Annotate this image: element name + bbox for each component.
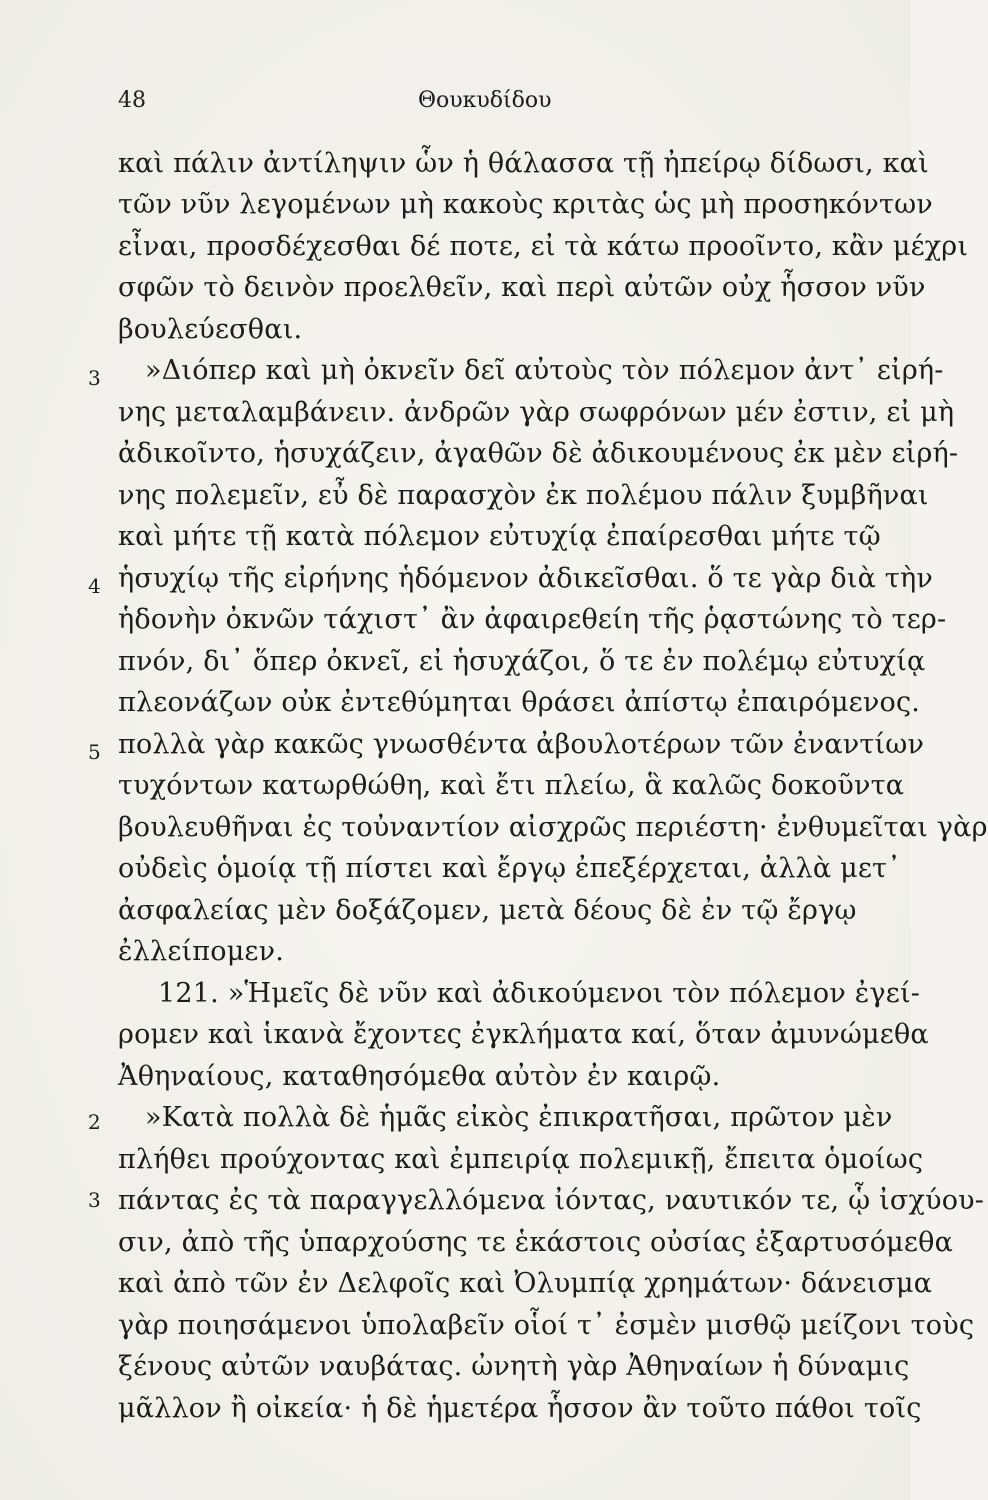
page-header: [118, 88, 871, 128]
text-line: βουλεύεσθαι.: [118, 314, 303, 345]
text-line: πνόν, δι᾽ ὅπερ ὀκνεῖ, εἰ ἡσυχάζοι, ὅ τε ἐν πολέμῳ εὐτυχίᾳ: [118, 646, 926, 677]
text-line: τῶν νῦν λεγομένων μὴ κακοὺς κριτὰς ὡς μὴ προσηκόντων: [118, 189, 933, 220]
text-line: μᾶλλον ἢ οἰκεία· ἡ δὲ ἡμετέρα ἧσσον ἂν τοῦτο πάθοι τοῖς: [118, 1393, 922, 1424]
section-number: 3: [88, 366, 101, 390]
text-line: σιν, ἀπὸ τῆς ὑπαρχούσης τε ἑκάστοις οὐσίας ἐξαρτυσόμεθα: [118, 1227, 954, 1258]
text-line: ἡδονὴν ὀκνῶν τάχιστ᾽ ἂν ἀφαιρεθείη τῆς ῥᾳστώνης τὸ τερ-: [118, 604, 947, 635]
text-line: ἐλλείπομεν.: [118, 936, 285, 967]
section-number: 4: [88, 574, 101, 598]
text-line: νης πολεμεῖν, εὖ δὲ παρασχὸν ἐκ πολέμου πάλιν ξυμβῆναι: [118, 480, 929, 511]
text-line: Ἀθηναίους, καταθησόμεθα αὐτὸν ἐν καιρῷ.: [118, 1061, 721, 1092]
text-line: τυχόντων κατωρθώθη, καὶ ἔτι πλείω, ἃ καλῶς δοκοῦντα: [118, 770, 905, 801]
section-number: 2: [88, 1110, 101, 1134]
text-line: ἡσυχίῳ τῆς εἰρήνης ἡδόμενον ἀδικεῖσθαι. ὅ τε γὰρ διὰ τὴν: [118, 563, 933, 594]
text-line: καὶ μήτε τῇ κατὰ πόλεμον εὐτυχίᾳ ἐπαίρεσθαι μήτε τῷ: [118, 521, 881, 552]
text-line: ἀσφαλείας μὲν δοξάζομεν, μετὰ δέους δὲ ἐν τῷ ἔργῳ: [118, 895, 857, 926]
page-number: 48: [118, 88, 146, 113]
text-line: οὐδεὶς ὁμοίᾳ τῇ πίστει καὶ ἔργῳ ἐπεξέρχεται, ἀλλὰ μετ᾽: [118, 853, 901, 884]
text-line: πολλὰ γὰρ κακῶς γνωσθέντα ἀβουλοτέρων τῶν ἐναντίων: [118, 729, 925, 760]
text-line: »Διόπερ καὶ μὴ ὀκνεῖν δεῖ αὐτοὺς τὸν πόλεμον ἀντ᾽ εἰρή-: [145, 355, 944, 386]
chapter-line: 121. »Ἡμεῖς δὲ νῦν καὶ ἀδικούμενοι τὸν πόλεμον ἐγεί-: [158, 978, 921, 1009]
text-line: βουλευθῆναι ἐς τοὐναντίον αἰσχρῶς περιέστη· ἐνθυμεῖται γὰρ: [118, 812, 988, 843]
text-line: πλεονάζων οὐκ ἐντεθύμηται θράσει ἀπίστῳ ἐπαιρόμενος.: [118, 687, 921, 718]
text-line: γὰρ ποιησάμενοι ὑπολαβεῖν οἷοί τ᾽ ἐσμὲν μισθῷ μείζονι τοὺς: [118, 1310, 975, 1341]
text-line: ἀδικοῖντο, ἡσυχάζειν, ἀγαθῶν δὲ ἀδικουμένους ἐκ μὲν εἰρή-: [118, 438, 959, 469]
text-line: σφῶν τὸ δεινὸν προελθεῖν, καὶ περὶ αὐτῶν οὐχ ἧσσον νῦν: [118, 272, 926, 303]
text-line: πάντας ἐς τὰ παραγγελλόμενα ἰόντας, ναυτικόν τε, ᾧ ἰσχύου-: [118, 1185, 985, 1216]
text-line: καὶ πάλιν ἀντίληψιν ὧν ἡ θάλασσα τῇ ἠπείρῳ δίδωσι, καὶ: [118, 148, 929, 179]
text-line: καὶ ἀπὸ τῶν ἐν Δελφοῖς καὶ Ὀλυμπίᾳ χρημάτων· δάνεισμα: [118, 1268, 933, 1299]
section-number: 5: [88, 740, 101, 764]
running-title: Θουκυδίδου: [418, 88, 552, 113]
text-line: εἶναι, προσδέχεσθαι δέ ποτε, εἰ τὰ κάτω προοῖντο, κἂν μέχρι: [118, 231, 969, 262]
text-line: νης μεταλαμβάνειν. ἀνδρῶν γὰρ σωφρόνων μέν ἐστιν, εἰ μὴ: [118, 397, 955, 428]
section-number: 3: [88, 1188, 101, 1212]
text-line: ρομεν καὶ ἱκανὰ ἔχοντες ἐγκλήματα καί, ὅταν ἀμυνώμεθα: [118, 1019, 929, 1050]
text-line: πλήθει προύχοντας καὶ ἐμπειρίᾳ πολεμικῇ, ἔπειτα ὁμοίως: [118, 1144, 924, 1175]
text-line: »Κατὰ πολλὰ δὲ ἡμᾶς εἰκὸς ἐπικρατῆσαι, πρῶτον μὲν: [145, 1102, 893, 1133]
text-line: ξένους αὐτῶν ναυβάτας. ὠνητὴ γὰρ Ἀθηναίων ἡ δύναμις: [118, 1351, 910, 1382]
